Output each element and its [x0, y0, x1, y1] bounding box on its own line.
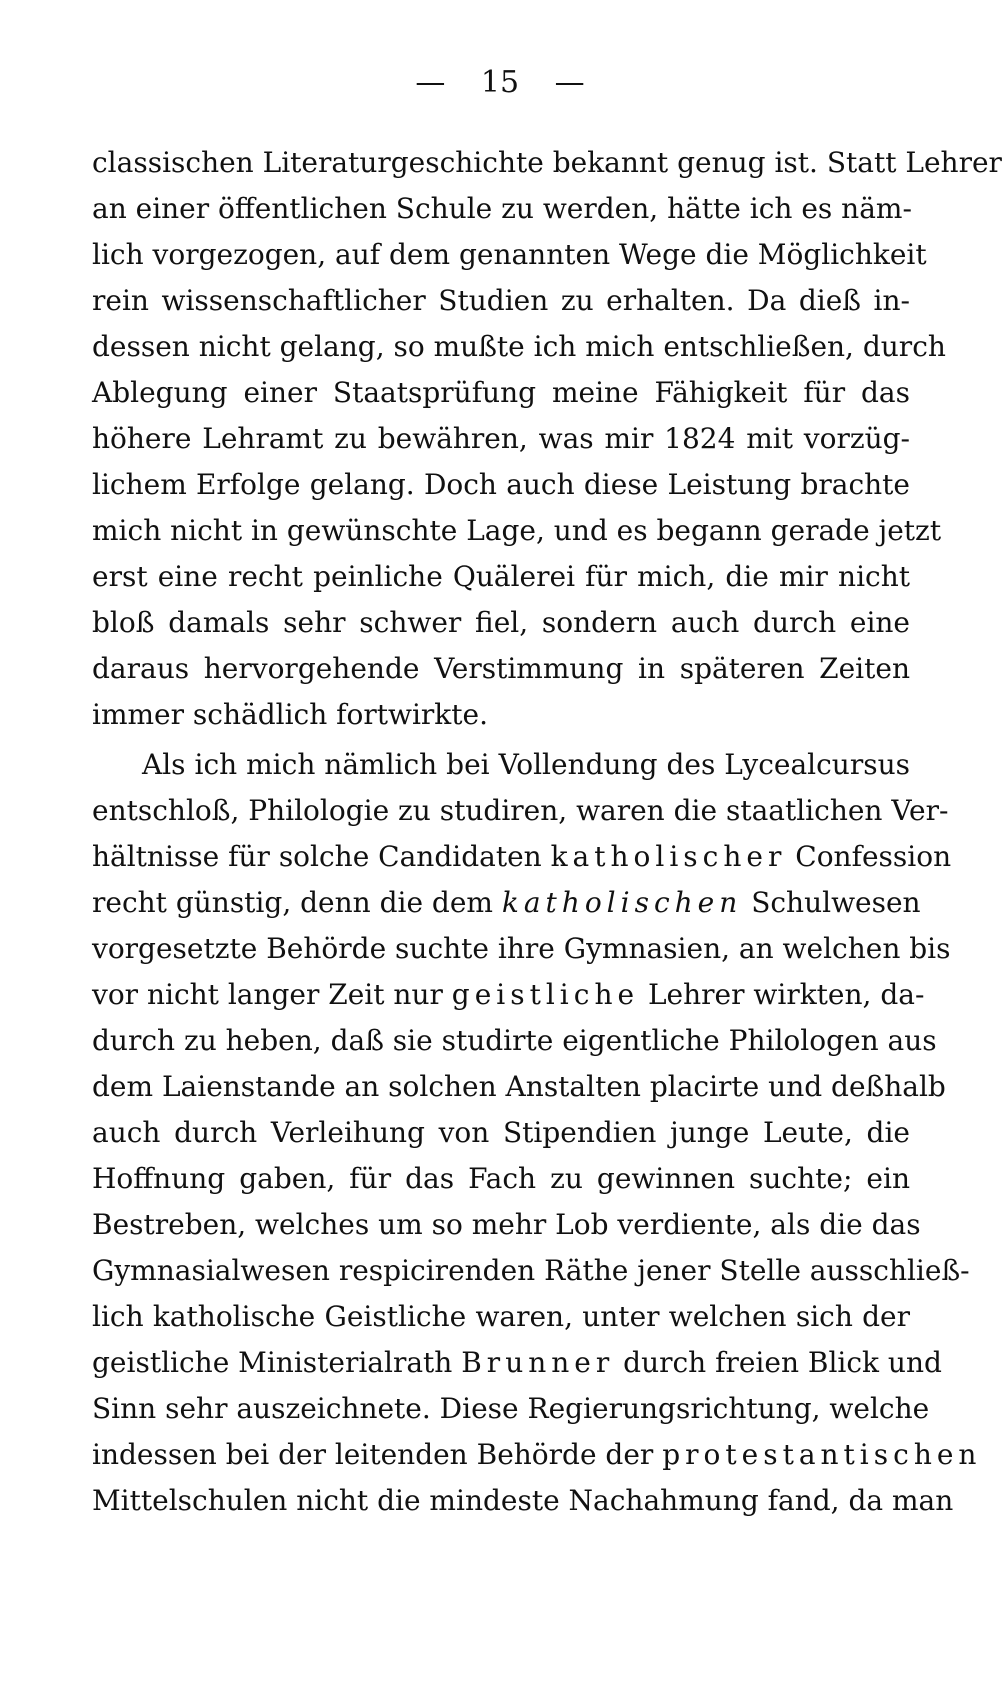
- text-line: Hoffnung gaben, für das Fach zu gewinnen suchte; ein: [92, 1162, 910, 1195]
- header-dash-right: —: [554, 65, 585, 100]
- text-run: Schulwesen: [751, 886, 921, 919]
- header-dash-left: —: [415, 65, 446, 100]
- text-line: immer schädlich fortwirkte.: [92, 698, 488, 731]
- page-header: [0, 66, 1000, 100]
- text-run: vor nicht langer Zeit nur: [92, 978, 443, 1011]
- text-line: Sinn sehr auszeichnete. Diese Regierungsrichtung, welche: [92, 1392, 930, 1425]
- text-line: lich vorgezogen, auf dem genannten Wege die Möglichkeit: [92, 238, 927, 271]
- text-line: auch durch Verleihung von Stipendien junge Leute, die: [92, 1116, 910, 1149]
- emphasis-spaced: katholischer: [550, 840, 787, 873]
- text-line: Als ich mich nämlich bei Vollendung des Lycealcursus: [142, 748, 910, 781]
- emphasis-spaced: protestantischen: [662, 1438, 982, 1471]
- text-line: mich nicht in gewünschte Lage, und es begann gerade jetzt: [92, 514, 942, 547]
- paragraph-1: [92, 140, 1002, 738]
- text-line: [92, 1340, 942, 1386]
- text-line: lich katholische Geistliche waren, unter welchen sich der: [92, 1300, 910, 1333]
- text-line: [92, 880, 921, 926]
- text-line: Mittelschulen nicht die mindeste Nachahmung fand, da man: [92, 1484, 954, 1517]
- text-line: entschloß, Philologie zu studiren, waren die staatlichen Ver-: [92, 794, 949, 827]
- text-run: geistliche Ministerialrath: [92, 1346, 453, 1379]
- text-line: [92, 1432, 982, 1478]
- text-line: dessen nicht gelang, so mußte ich mich entschließen, durch: [92, 330, 946, 363]
- text-line: daraus hervorgehende Verstimmung in späteren Zeiten: [92, 652, 910, 685]
- text-line: [92, 972, 925, 1018]
- text-line: [92, 834, 952, 880]
- text-line: Bestreben, welches um so mehr Lob verdiente, als die das: [92, 1208, 921, 1241]
- text-run: recht günstig, denn die dem: [92, 886, 493, 919]
- text-run: durch freien Blick und: [623, 1346, 942, 1379]
- text-line: dem Laienstande an solchen Anstalten placirte und deßhalb: [92, 1070, 946, 1103]
- text-line: vorgesetzte Behörde suchte ihre Gymnasien, an welchen bis: [92, 932, 951, 965]
- text-run: Confession: [795, 840, 952, 873]
- text-line: classischen Literaturgeschichte bekannt genug ist. Statt Lehrer: [92, 146, 1002, 179]
- text-line: durch zu heben, daß sie studirte eigentliche Philologen aus: [92, 1024, 937, 1057]
- text-line: bloß damals sehr schwer fiel, sondern auch durch eine: [92, 606, 910, 639]
- page-number: 15: [480, 65, 520, 100]
- text-run: Lehrer wirkten, da-: [647, 978, 925, 1011]
- emphasis-spaced: geistliche: [451, 978, 640, 1011]
- text-line: Ablegung einer Staatsprüfung meine Fähigkeit für das: [92, 376, 910, 409]
- text-line: höhere Lehramt zu bewähren, was mir 1824 mit vorzüg-: [92, 422, 910, 455]
- body-text: [92, 140, 1002, 1524]
- emphasis-italic-spaced: katholischen: [501, 886, 743, 919]
- text-line: Gymnasialwesen respicirenden Räthe jener Stelle ausschließ-: [92, 1254, 970, 1287]
- text-line: an einer öffentlichen Schule zu werden, hätte ich es näm-: [92, 192, 912, 225]
- text-line: rein wissenschaftlicher Studien zu erhalten. Da dieß in-: [92, 284, 910, 317]
- text-line: lichem Erfolge gelang. Doch auch diese Leistung brachte: [92, 468, 910, 501]
- paragraph-2: [92, 742, 982, 1524]
- emphasis-spaced: Brunner: [461, 1346, 615, 1379]
- text-run: indessen bei der leitenden Behörde der: [92, 1438, 654, 1471]
- text-run: hältnisse für solche Candidaten: [92, 840, 542, 873]
- text-line: erst eine recht peinliche Quälerei für mich, die mir nicht: [92, 560, 910, 593]
